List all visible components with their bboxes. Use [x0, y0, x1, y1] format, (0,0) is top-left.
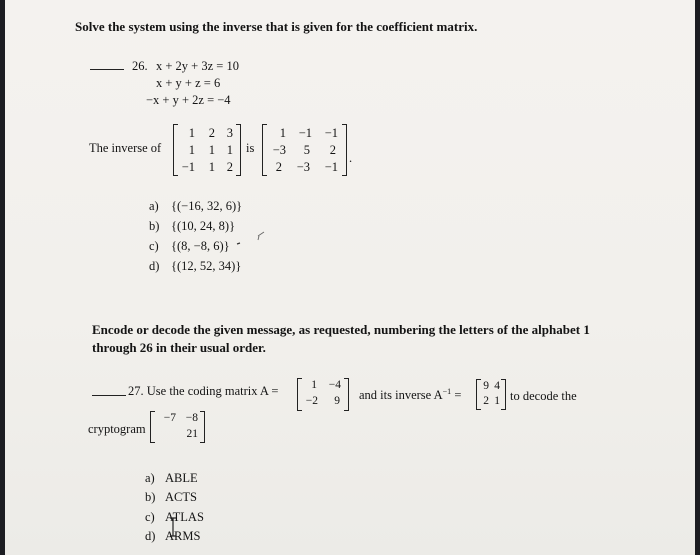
option-text: {(8, −8, 6)} — [171, 239, 230, 253]
matrix-cell: −1 — [298, 126, 312, 140]
matrix-cell: 9 — [483, 380, 489, 392]
option-letter: c) — [149, 239, 159, 253]
matrix-cell: 2 — [226, 160, 233, 174]
equals-sign: = — [454, 388, 462, 403]
matrix-cell: 2 — [329, 143, 336, 157]
inverse-label: The inverse of — [89, 141, 162, 155]
inverse-text-main: and its inverse A — [359, 388, 443, 403]
problem-27-text: 27. Use the coding matrix A = — [128, 384, 279, 398]
is-word: is — [246, 141, 255, 155]
matrix-cell: 1 — [188, 126, 195, 140]
period: . — [349, 151, 353, 165]
matrix-cell: −1 — [181, 160, 195, 174]
instruction-heading-2-line1: Encode or decode the given message, as requested, numbering the letters of the alphabet 1 — [92, 322, 590, 337]
matrix-cell: 1 — [208, 160, 215, 174]
decode-text: to decode the — [510, 389, 577, 403]
cryptogram-label: cryptogram — [88, 422, 146, 436]
matrix-cell: −1 — [324, 160, 338, 174]
option-letter: c) — [145, 510, 155, 524]
option-letter: d) — [145, 529, 156, 543]
matrix-cell: 1 — [279, 126, 286, 140]
matrix-cell: 5 — [303, 143, 310, 157]
matrix-cell: 21 — [186, 428, 198, 440]
matrix-cell: −4 — [328, 379, 341, 391]
option-text: {(12, 52, 34)} — [171, 259, 242, 273]
matrix-cell: 3 — [226, 126, 233, 140]
matrix-cell: 1 — [188, 143, 195, 157]
matrix-cell: −2 — [305, 395, 318, 407]
matrix-cell: 1 — [311, 379, 317, 391]
option-text: {(−16, 32, 6)} — [171, 199, 243, 213]
matrix-cell: −3 — [272, 143, 286, 157]
matrix-cell: −7 — [163, 412, 176, 424]
equation-3: −x + y + 2z = −4 — [146, 93, 231, 107]
problem-number-26: 26. — [132, 59, 148, 73]
matrix-cell: 2 — [275, 160, 282, 174]
text-cursor-icon — [170, 518, 176, 536]
equation-2: x + y + z = 6 — [156, 76, 221, 90]
instruction-heading-2-line2: through 26 in their usual order. — [92, 340, 266, 355]
instruction-heading-1: Solve the system using the inverse that is given for the coefficient matrix. — [75, 19, 478, 34]
matrix-cell: 4 — [494, 380, 500, 392]
option-letter: b) — [149, 219, 160, 233]
equation-1: x + 2y + 3z = 10 — [156, 59, 239, 73]
option-text: ACTS — [165, 490, 197, 504]
matrix-cell: 9 — [334, 395, 340, 407]
matrix-cell: −8 — [185, 412, 198, 424]
option-letter: a) — [145, 471, 155, 485]
matrix-cell: 2 — [483, 395, 489, 407]
option-text: ABLE — [165, 471, 198, 485]
matrix-cell: −3 — [296, 160, 310, 174]
option-text: ARMS — [165, 529, 201, 543]
option-letter: d) — [149, 259, 160, 273]
option-text: ATLAS — [165, 510, 204, 524]
option-text: {(10, 24, 8)} — [171, 219, 236, 233]
matrix-cell: 2 — [208, 126, 215, 140]
matrix-cell: −1 — [324, 126, 338, 140]
inverse-superscript: −1 — [442, 387, 452, 396]
option-letter: b) — [145, 490, 156, 504]
matrix-cell: 1 — [494, 395, 500, 407]
option-letter: a) — [149, 199, 159, 213]
matrix-cell: 1 — [208, 143, 215, 157]
matrix-cell: 1 — [226, 143, 233, 157]
